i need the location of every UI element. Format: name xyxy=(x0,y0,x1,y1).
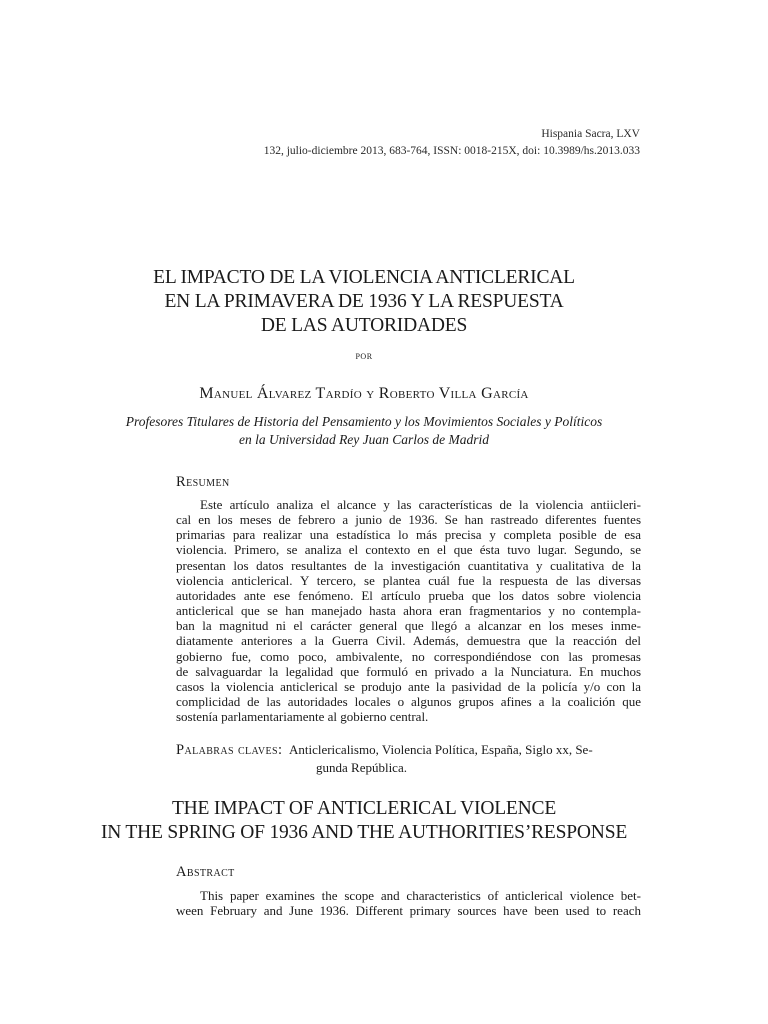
journal-issue-line: 132, julio-diciembre 2013, 683-764, ISSN: 0018-215X, doi: 10.3989/hs.2013.033 xyxy=(263,145,640,157)
article-title-spanish xyxy=(0,266,728,338)
resumen-body xyxy=(176,497,641,724)
title-es-line: EN LA PRIMAVERA DE 1936 Y LA RESPUESTA xyxy=(164,291,564,312)
resumen-line: anticlerical que se han manejado hasta ahora eran fragmentarios y no contempla- xyxy=(176,603,641,619)
journal-citation xyxy=(264,126,640,160)
resumen-line: violencia. Primero, se analiza el contexto en el que ésta tuvo lugar. Segundo, se xyxy=(176,542,641,558)
resumen-line: violencia anticlerical. Y tercero, se plantea cuál fue la respuesta de las diversas xyxy=(176,572,641,588)
keywords xyxy=(176,741,641,776)
abstract-line: This paper examines the scope and characteristics of anticlerical violence bet- xyxy=(200,888,641,903)
journal-name: Hispania Sacra, LXV xyxy=(541,128,640,140)
resumen-line: de salvaguardar la legalidad que formuló en privado a la Nunciatura. En muchos xyxy=(176,663,641,679)
authors: Manuel Álvarez Tardío y Roberto Villa García xyxy=(199,385,529,402)
affiliation-line: en la Universidad Rey Juan Carlos de Madrid xyxy=(238,432,490,447)
abstract-body xyxy=(176,888,641,918)
resumen-line: complicidad de las autoridades locales o algunos grupos afines a la coalición que xyxy=(176,694,641,710)
keywords-values-cont: gunda República. xyxy=(316,760,407,775)
resumen-line: casos la violencia anticlerical se produjo ante la pasividad de la policía y/o con la xyxy=(176,678,641,694)
title-en-line: THE IMPACT OF ANTICLERICAL VIOLENCE xyxy=(171,798,557,819)
resumen-line: presentan los datos resultantes de la investigación cuantitativa y cualitativa de la xyxy=(176,557,641,573)
title-en-line: IN THE SPRING OF 1936 AND THE AUTHORITIES’RESPONSE xyxy=(100,822,628,843)
article-title-english xyxy=(0,797,728,845)
keywords-values: Anticlericalismo, Violencia Política, España, Siglo xx, Se- xyxy=(288,742,593,757)
title-es-line: DE LAS AUTORIDADES xyxy=(260,315,468,336)
resumen-line: gobierno fue, como poco, ambivalente, no correspondiéndose con las promesas xyxy=(176,648,641,664)
affiliation xyxy=(0,413,728,449)
resumen-heading: Resumen xyxy=(176,474,230,490)
affiliation-line: Profesores Titulares de Historia del Pensamiento y los Movimientos Sociales y Políticos xyxy=(125,414,603,429)
keywords-label: Palabras claves: xyxy=(176,742,283,758)
resumen-line: cal en los meses de febrero a junio de 1936. Se han rastreado diferentes fuentes xyxy=(176,512,641,528)
abstract-line: ween February and June 1936. Different primary sources have been used to reach xyxy=(176,903,641,919)
resumen-line: ban la magnitud ni el carácter general que llegó a alcanzar en los meses inme- xyxy=(176,618,641,634)
title-es-line: EL IMPACTO DE LA VIOLENCIA ANTICLERICAL xyxy=(153,267,575,288)
resumen-line: sostenía parlamentariamente al gobierno central. xyxy=(176,709,429,725)
resumen-line: diatamente anteriores a la Guerra Civil. Además, demuestra que la reacción del xyxy=(176,633,641,649)
resumen-line: Este artículo analiza el alcance y las características de la violencia antiicleri- xyxy=(200,497,641,512)
resumen-line: primarias para realizar una estadística lo más precisa y completa posible de esa xyxy=(176,527,641,543)
resumen-line: autoridades ante ese fenómeno. El artículo prueba que los datos sobre violencia xyxy=(176,587,641,603)
abstract-heading: Abstract xyxy=(176,864,235,880)
byline-por: por xyxy=(355,348,373,362)
